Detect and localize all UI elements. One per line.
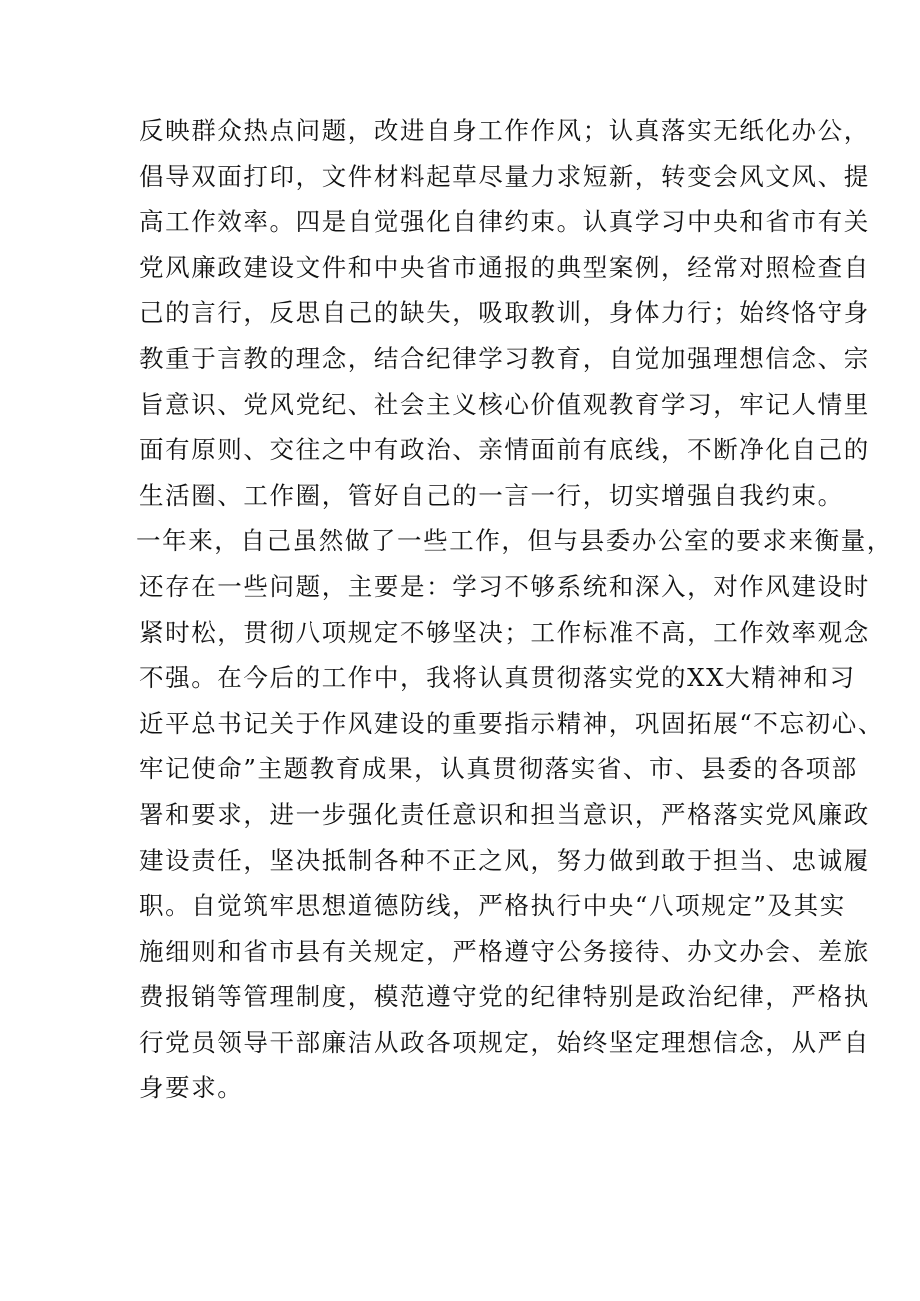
text-line: 生活圈、工作圈，管好自己的一言一行，切实增强自我约束。	[139, 480, 844, 510]
text-line: 近平总书记关于作风建设的重要指示精神，巩固拓展“不忘初心、	[139, 708, 884, 738]
text-line: 面有原则、交往之中有政治、亲情面前有底线，不断净化自己的	[139, 435, 870, 465]
text-line: 不强。在今后的工作中，我将认真贯彻落实党的XX大精神和习	[139, 663, 856, 693]
text-line: 倡导双面打印，文件材料起草尽量力求短新，转变会风文风、提	[139, 161, 870, 191]
text-line: 己的言行，反思自己的缺失，吸取教训，身体力行；始终恪守身	[139, 298, 870, 328]
text-line: 反映群众热点问题，改进自身工作作风；认真落实无纸化办公，	[139, 116, 870, 145]
text-line: 建设责任，坚决抵制各种不正之风，努力做到敢于担当、忠诚履	[139, 845, 870, 875]
text-line: 还存在一些问题，主要是：学习不够系统和深入，对作风建设时	[139, 571, 870, 601]
text-line: 施细则和省市县有关规定，严格遵守公务接待、办文办会、差旅	[139, 936, 870, 966]
text-line: 牢记使命”主题教育成果，认真贯彻落实省、市、县委的各项部	[139, 754, 858, 784]
text-line: 党风廉政建设文件和中央省市通报的典型案例，经常对照检查自	[139, 252, 870, 282]
text-line: 费报销等管理制度，模范遵守党的纪律特别是政治纪律，严格执	[139, 982, 870, 1012]
text-line: 一年来，自己虽然做了一些工作，但与县委办公室的要求来衡量，	[136, 526, 893, 556]
text-line: 署和要求，进一步强化责任意识和担当意识，严格落实党风廉政	[139, 799, 870, 829]
text-line: 高工作效率。四是自觉强化自律约束。认真学习中央和省市有关	[139, 207, 870, 237]
text-line: 行党员领导干部廉洁从政各项规定，始终坚定理想信念，从严自	[139, 1027, 870, 1057]
text-line: 旨意识、党风党纪、社会主义核心价值观教育学习，牢记人情里	[139, 389, 870, 419]
text-line: 紧时松，贯彻八项规定不够坚决；工作标准不高，工作效率观念	[139, 617, 870, 647]
text-line: 身要求。	[139, 1073, 244, 1103]
body-text	[136, 108, 893, 1111]
text-line: 教重于言教的理念，结合纪律学习教育，自觉加强理想信念、宗	[139, 343, 870, 373]
text-line: 职。自觉筑牢思想道德防线，严格执行中央“八项规定”及其实	[139, 891, 846, 921]
